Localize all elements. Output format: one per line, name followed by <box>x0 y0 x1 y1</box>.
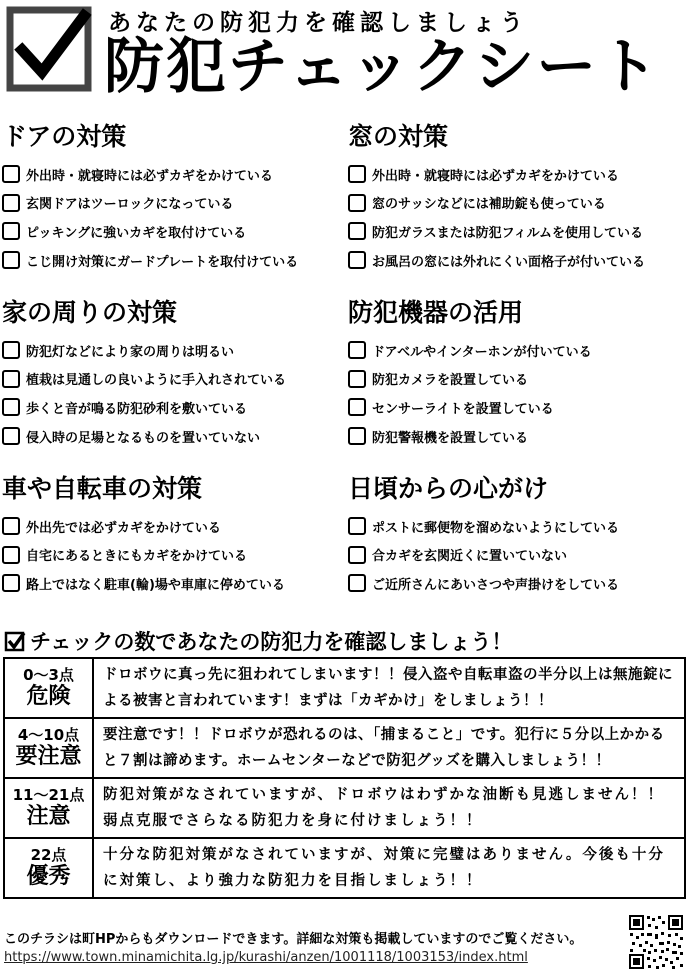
checkbox[interactable] <box>348 341 366 359</box>
section-window <box>348 120 688 274</box>
checkbox[interactable] <box>348 517 366 535</box>
check-item[interactable]: こじ開け対策にガードプレートを取付けている <box>2 246 342 275</box>
checkbox-icon <box>4 630 26 652</box>
check-item[interactable]: 窓のサッシなどには補助錠も使っている <box>348 189 688 218</box>
checkbox[interactable] <box>2 370 20 388</box>
checkbox[interactable] <box>348 370 366 388</box>
download-link[interactable]: https://www.town.minamichita.lg.jp/kurashi/anzen/1001118/1003153/index.html <box>4 950 528 965</box>
checkbox[interactable] <box>2 546 20 564</box>
checkbox[interactable] <box>2 574 20 592</box>
section-devices <box>348 296 688 450</box>
check-item[interactable]: 防犯灯などにより家の周りは明るい <box>2 336 342 365</box>
check-item[interactable]: 侵入時の足場となるものを置いていない <box>2 422 342 451</box>
page-title: 防犯チェックシート <box>104 32 661 102</box>
level-cell <box>4 718 93 778</box>
level-description: 要注意です！！ドロボウが恐れるのは、「捕まること」です。犯行に５分以上かかると７割は諦めます。ホームセンターなどで防犯グッズを購入しましょう！！ <box>93 718 685 778</box>
section-title: 日頃からの心がけ <box>348 474 549 503</box>
section-title: 家の周りの対策 <box>2 298 178 327</box>
check-item[interactable]: 防犯警報機を設置している <box>348 422 688 451</box>
checkbox[interactable] <box>2 398 20 416</box>
check-item[interactable]: ピッキングに強いカギを取付けている <box>2 217 342 246</box>
table-row <box>4 838 685 898</box>
check-item[interactable]: ドアベルやインターホンが付いている <box>348 336 688 365</box>
level-name: 危険 <box>26 683 71 709</box>
checkbox[interactable] <box>348 574 366 592</box>
checkbox[interactable] <box>2 517 20 535</box>
score-range: 4～10点 <box>17 725 80 744</box>
table-row <box>4 778 685 838</box>
section-vehicle <box>2 472 342 598</box>
section-title: 車や自転車の対策 <box>2 474 203 503</box>
checkbox[interactable] <box>2 194 20 212</box>
check-item[interactable]: 玄関ドアはツーロックになっている <box>2 189 342 218</box>
level-description: 十分な防犯対策がなされていますが、対策に完璧はありません。今後も十分に対策し、より強力な防犯力を目指しましょう！！ <box>93 838 685 898</box>
result-table <box>3 657 686 899</box>
banner-text: チェックの数であなたの防犯力を確認しましょう！ <box>30 630 513 654</box>
checkbox[interactable] <box>348 398 366 416</box>
section-title: ドアの対策 <box>2 122 127 151</box>
checkbox[interactable] <box>2 222 20 240</box>
checkbox[interactable] <box>2 251 20 269</box>
check-item[interactable]: 歩くと音が鳴る防犯砂利を敷いている <box>2 393 342 422</box>
check-item[interactable]: 路上ではなく駐車(輪)場や車庫に停めている <box>2 569 342 598</box>
table-row <box>4 718 685 778</box>
check-item[interactable]: 防犯カメラを設置している <box>348 365 688 394</box>
checkbox[interactable] <box>2 427 20 445</box>
checkbox[interactable] <box>348 194 366 212</box>
check-item[interactable]: ご近所さんにあいさつや声掛けをしている <box>348 569 688 598</box>
checkbox[interactable] <box>348 251 366 269</box>
check-item[interactable]: 防犯ガラスまたは防犯フィルムを使用している <box>348 217 688 246</box>
checkbox[interactable] <box>2 165 20 183</box>
section-daily <box>348 472 688 598</box>
check-item[interactable]: 外出先では必ずカギをかけている <box>2 512 342 541</box>
checked-box-icon <box>6 6 92 92</box>
score-range: 22点 <box>30 845 67 864</box>
check-item[interactable]: 合カギを玄関近くに置いていない <box>348 541 688 570</box>
level-description: 防犯対策がなされていますが、ドロボウはわずかな油断も見逃しません！！弱点克服でさらなる防犯力を身に付けましょう！！ <box>93 778 685 838</box>
checkbox[interactable] <box>348 165 366 183</box>
section-door <box>2 120 342 274</box>
checkbox[interactable] <box>348 222 366 240</box>
section-title: 防犯機器の活用 <box>348 298 524 327</box>
level-cell <box>4 838 93 898</box>
checkbox[interactable] <box>348 546 366 564</box>
page-subtitle: あなたの防犯力を確認しましょう <box>108 10 528 36</box>
check-item[interactable]: ポストに郵便物を溜めないようにしている <box>348 512 688 541</box>
check-item[interactable]: 植栽は見通しの良いように手入れされている <box>2 365 342 394</box>
score-range: 11～21点 <box>12 785 85 804</box>
check-item[interactable]: 外出時・就寝時には必ずカギをかけている <box>348 160 688 189</box>
level-name: 注意 <box>26 803 71 829</box>
footer-note: このチラシは町HPからもダウンロードできます。詳細な対策も掲載していますのでご覧ください。 <box>4 932 583 947</box>
level-cell <box>4 778 93 838</box>
qr-code-icon[interactable] <box>628 914 684 970</box>
level-description: ドロボウに真っ先に狙われてしまいます！！侵入盗や自転車盗の半分以上は無施錠による被害と言われています！まずは「カギかけ」をしましょう！！ <box>93 658 685 718</box>
level-cell <box>4 658 93 718</box>
checkbox[interactable] <box>348 427 366 445</box>
check-item[interactable]: 自宅にあるときにもカギをかけている <box>2 541 342 570</box>
score-range: 0～3点 <box>23 665 74 684</box>
level-name: 要注意 <box>15 743 82 769</box>
section-house <box>2 296 342 450</box>
section-title: 窓の対策 <box>348 122 449 151</box>
level-name: 優秀 <box>26 863 71 889</box>
check-item[interactable]: 外出時・就寝時には必ずカギをかけている <box>2 160 342 189</box>
score-banner <box>4 626 512 656</box>
table-row <box>4 658 685 718</box>
check-item[interactable]: お風呂の窓には外れにくい面格子が付いている <box>348 246 688 275</box>
checkbox[interactable] <box>2 341 20 359</box>
check-item[interactable]: センサーライトを設置している <box>348 393 688 422</box>
